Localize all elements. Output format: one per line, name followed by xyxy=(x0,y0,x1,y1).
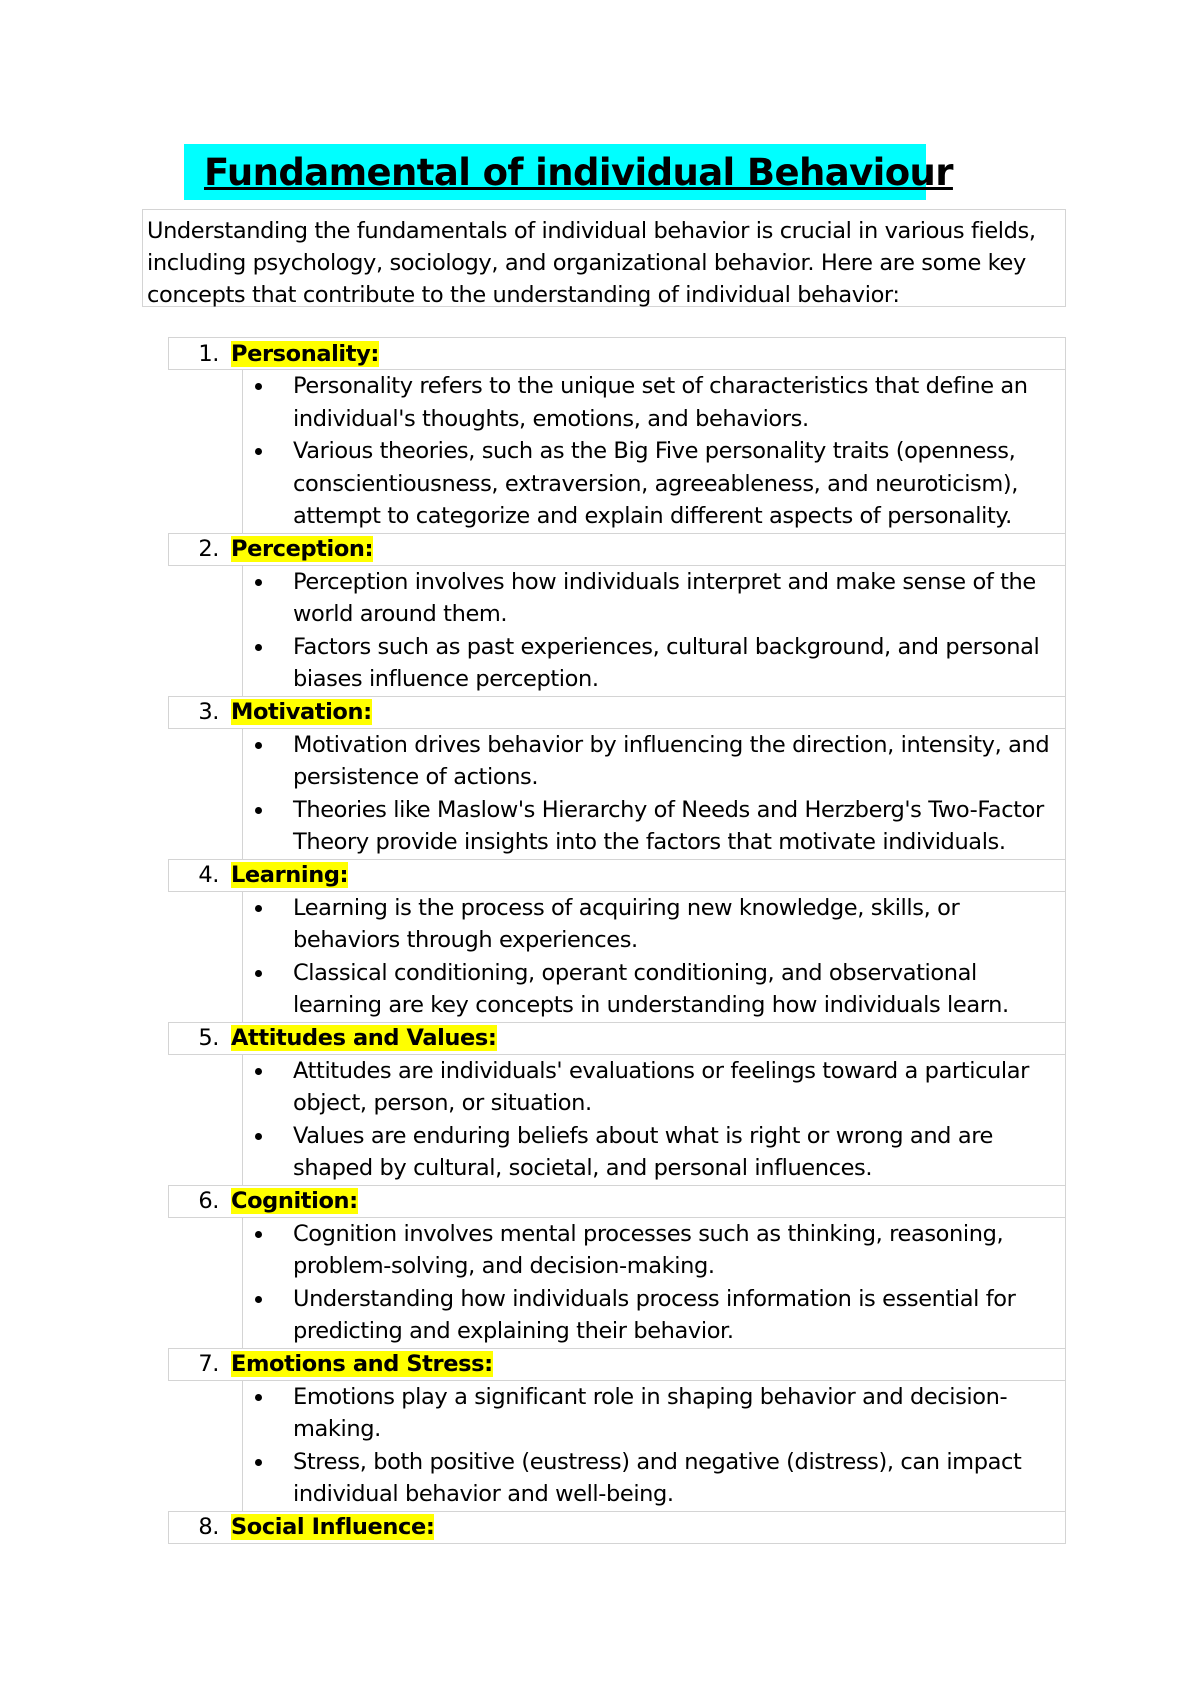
concept-label xyxy=(231,536,373,562)
bullet-icon xyxy=(255,1068,262,1075)
bullet-text: Classical conditioning, operant conditioning, and observational learning are key concepts in understanding how individuals learn. xyxy=(293,959,1009,1018)
bullet-item xyxy=(243,1446,1065,1511)
list-item xyxy=(168,337,1066,533)
concept-heading xyxy=(168,1185,1066,1218)
bullet-icon xyxy=(255,1133,262,1140)
concept-heading xyxy=(168,859,1066,892)
bullet-text: Personality refers to the unique set of characteristics that define an individual's thoughts, emotions, and behaviors. xyxy=(293,373,1028,432)
bullet-text: Stress, both positive (eustress) and negative (distress), can impact individual behavior and well-being. xyxy=(293,1448,1022,1507)
concept-label xyxy=(231,1514,434,1540)
concept-heading xyxy=(168,337,1066,370)
concept-label xyxy=(231,699,372,725)
concept-label-text: Cognition xyxy=(231,1188,350,1214)
concept-heading xyxy=(168,533,1066,566)
concept-label xyxy=(231,341,379,367)
bullet-icon xyxy=(255,807,262,814)
bullet-text: Cognition involves mental processes such as thinking, reasoning, problem-solving, and decision-making. xyxy=(293,1220,1004,1279)
bullet-item xyxy=(243,435,1065,533)
bullet-item xyxy=(243,566,1065,631)
concept-number: 8. xyxy=(198,1514,219,1540)
label-colon: : xyxy=(487,1025,497,1051)
concept-label-text: Emotions and Stress xyxy=(231,1351,485,1377)
bullet-icon xyxy=(255,579,262,586)
bullet-list xyxy=(243,892,1065,1022)
list-item xyxy=(168,1022,1066,1185)
label-colon: : xyxy=(425,1514,435,1540)
bullet-icon xyxy=(255,1231,262,1238)
concept-heading xyxy=(168,1022,1066,1055)
bullet-item xyxy=(243,1055,1065,1120)
bullet-item xyxy=(243,794,1065,859)
bullet-text: Theories like Maslow's Hierarchy of Needs and Herzberg's Two-Factor Theory provide insights into the factors that motivate individuals. xyxy=(293,796,1044,855)
bullet-icon xyxy=(255,970,262,977)
concept-body xyxy=(242,566,1066,696)
concept-label xyxy=(231,1188,358,1214)
bullet-icon xyxy=(255,448,262,455)
concept-number: 3. xyxy=(198,699,219,725)
bullet-text: Understanding how individuals process information is essential for predicting and explaining their behavior. xyxy=(293,1285,1016,1344)
concept-label-text: Learning xyxy=(231,862,340,888)
concept-body xyxy=(242,1055,1066,1185)
concept-label-text: Attitudes and Values xyxy=(231,1025,488,1051)
bullet-item xyxy=(243,1120,1065,1185)
label-colon: : xyxy=(484,1351,493,1377)
bullet-item xyxy=(243,631,1065,696)
bullet-text: Values are enduring beliefs about what is right or wrong and are shaped by cultural, societal, and personal influences. xyxy=(293,1122,994,1181)
list-item xyxy=(168,1185,1066,1348)
bullet-text: Perception involves how individuals interpret and make sense of the world around them. xyxy=(293,568,1036,627)
concept-number: 2. xyxy=(198,536,219,562)
bullet-icon xyxy=(255,644,262,651)
bullet-list xyxy=(243,1218,1065,1348)
label-colon: : xyxy=(370,340,379,367)
concept-number: 6. xyxy=(198,1188,219,1214)
bullet-text: Various theories, such as the Big Five personality traits (openness, conscientiousness, extraversion, agreeableness, and neuroticism), attempt to categorize and explain different aspects of personality. xyxy=(293,438,1019,529)
bullet-icon xyxy=(255,1459,262,1466)
bullet-text: Attitudes are individuals' evaluations or feelings toward a particular object, person, or situation. xyxy=(293,1057,1030,1116)
concept-body xyxy=(242,1218,1066,1348)
bullet-list xyxy=(243,566,1065,696)
bullet-list xyxy=(243,1381,1065,1511)
bullet-text: Motivation drives behavior by influencing the direction, intensity, and persistence of actions. xyxy=(293,731,1050,790)
concept-body xyxy=(242,892,1066,1022)
bullet-list xyxy=(243,370,1065,533)
concept-number: 7. xyxy=(198,1351,219,1377)
bullet-icon xyxy=(255,905,262,912)
bullet-icon xyxy=(255,1296,262,1303)
bullet-icon xyxy=(255,1394,262,1401)
label-colon: : xyxy=(363,699,372,725)
concept-number: 1. xyxy=(198,340,219,367)
list-item xyxy=(168,859,1066,1022)
bullet-list xyxy=(243,729,1065,859)
concept-label-text: Personality xyxy=(231,340,371,367)
bullet-item xyxy=(243,1283,1065,1348)
bullet-text: Factors such as past experiences, cultural background, and personal biases influence perception. xyxy=(293,633,1040,692)
concept-label-text: Motivation xyxy=(231,699,364,725)
intro-paragraph: Understanding the fundamentals of individual behavior is crucial in various fields, including psychology, sociology, and organizational behavior. Here are some key concepts that contribute to the understanding of individual behavior: xyxy=(142,209,1066,307)
bullet-icon xyxy=(255,742,262,749)
list-item xyxy=(168,1348,1066,1511)
label-colon: : xyxy=(339,862,349,888)
concept-body xyxy=(242,729,1066,859)
concept-body xyxy=(242,370,1066,533)
list-item xyxy=(168,533,1066,696)
label-colon: : xyxy=(349,1188,358,1214)
concept-label-text: Social Influence xyxy=(231,1514,426,1540)
concept-body xyxy=(242,1381,1066,1511)
concept-label-text: Perception xyxy=(231,536,365,562)
bullet-item xyxy=(243,370,1065,435)
concept-label xyxy=(231,1351,493,1377)
bullet-item xyxy=(243,957,1065,1022)
bullet-item xyxy=(243,1218,1065,1283)
bullet-list xyxy=(243,1055,1065,1185)
bullet-icon xyxy=(255,383,262,390)
page-title: Fundamental of individual Behaviour xyxy=(204,150,953,194)
bullet-item xyxy=(243,729,1065,794)
concept-number: 5. xyxy=(198,1025,219,1051)
bullet-text: Emotions play a significant role in shaping behavior and decision-making. xyxy=(293,1383,1008,1442)
bullet-item xyxy=(243,892,1065,957)
bullet-text: Learning is the process of acquiring new knowledge, skills, or behaviors through experiences. xyxy=(293,894,960,953)
label-colon: : xyxy=(364,536,374,562)
list-item xyxy=(168,1511,1066,1544)
bullet-item xyxy=(243,1381,1065,1446)
concept-label xyxy=(231,862,348,888)
concept-heading xyxy=(168,1348,1066,1381)
list-item xyxy=(168,696,1066,859)
concept-heading xyxy=(168,1511,1066,1544)
concept-heading xyxy=(168,696,1066,729)
concept-label xyxy=(231,1025,497,1051)
concept-list xyxy=(168,337,1066,1544)
concept-number: 4. xyxy=(198,862,219,888)
page-heading xyxy=(184,144,953,200)
